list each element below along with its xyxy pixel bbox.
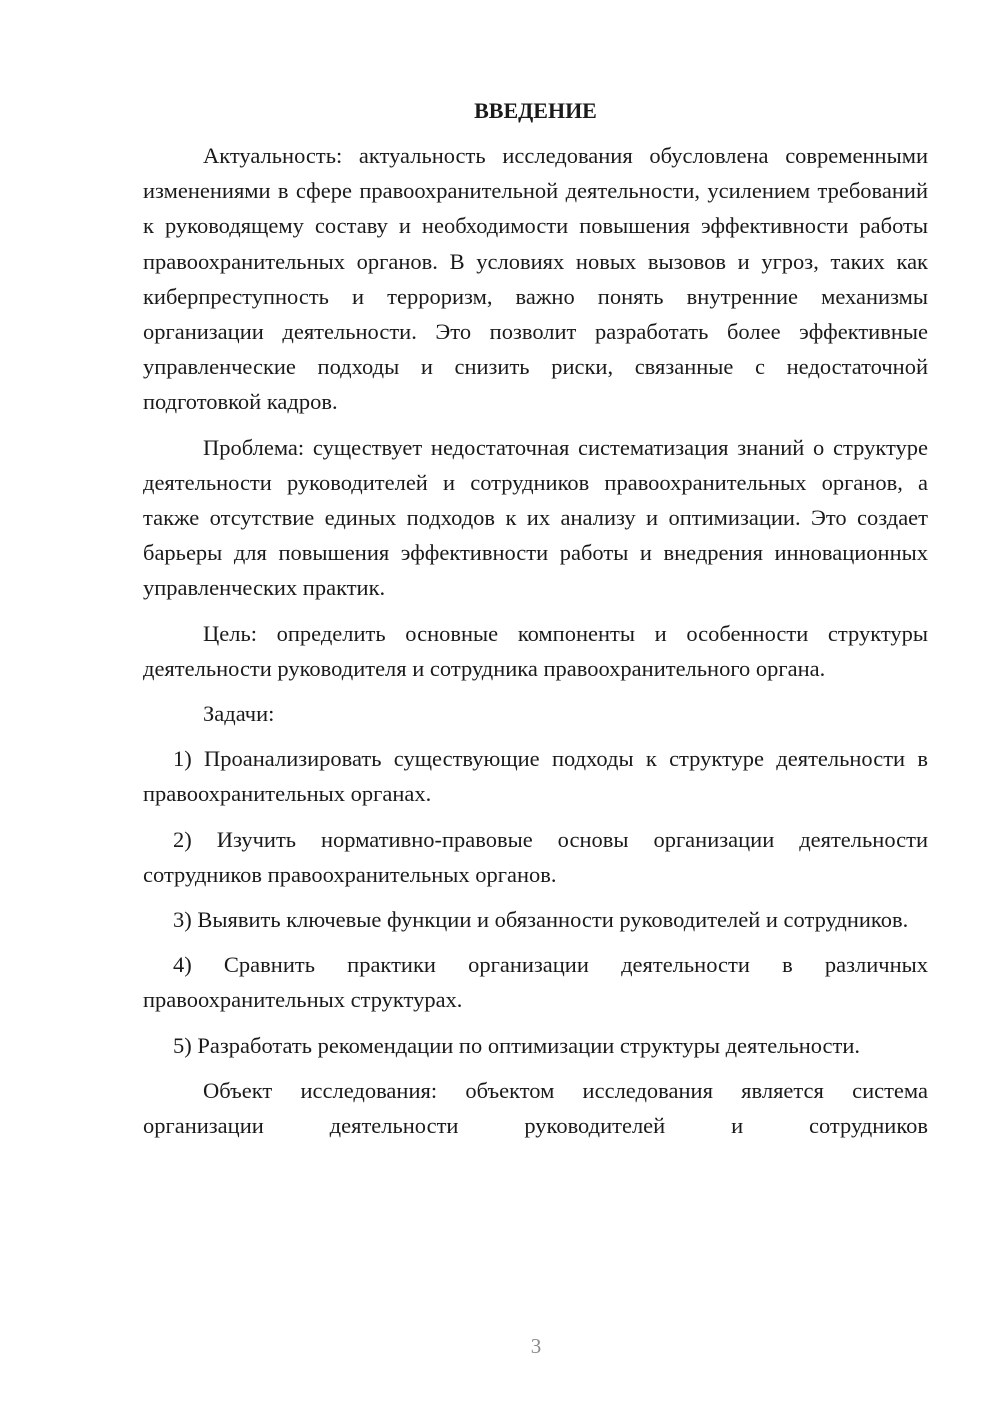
task-item: 3) Выявить ключевые функции и обязанности руководителей и сотрудников. bbox=[173, 907, 909, 933]
task-item: 5) Разработать рекомендации по оптимизации структуры деятельности. bbox=[173, 1032, 861, 1058]
goal-paragraph: Цель: определить основные компоненты и особенности структуры деятельности руководителя и сотрудника правоохранительного органа. bbox=[143, 620, 928, 681]
page-content bbox=[143, 96, 928, 1143]
object-paragraph: Объект исследования: объектом исследования является система организации деятельности руководителей и сотрудников bbox=[143, 1077, 928, 1139]
section-title: ВВЕДЕНИЕ bbox=[474, 98, 597, 123]
task-item: 1) Проанализировать существующие подходы к структуре деятельности в правоохранительных органах. bbox=[143, 746, 928, 807]
relevance-paragraph: Актуальность: актуальность исследования обусловлена современными изменениями в сфере правоохранительной деятельности, усилением требований к руководящему составу и необходимости повышения эффективности работы правоохранительных органов. В условиях новых вызовов и угроз, таких как киберпреступность и терроризм, важно понять внутренние механизмы организации деятельности. Это позволит разработать более эффективные управленческие подходы и снизить риски, связанные с недостаточной подготовкой кадров. bbox=[143, 143, 928, 415]
problem-paragraph: Проблема: существует недостаточная систематизация знаний о структуре деятельности руководителей и сотрудников правоохранительных органов, а также отсутствие единых подходов к их анализу и оптимизации. Это создает барьеры для повышения эффективности работы и внедрения инновационных управленческих практик. bbox=[143, 434, 928, 601]
tasks-label: Задачи: bbox=[203, 701, 275, 727]
task-item: 4) Сравнить практики организации деятельности в различных правоохранительных структурах. bbox=[143, 952, 928, 1013]
page-number: 3 bbox=[530, 1334, 542, 1358]
task-item: 2) Изучить нормативно-правовые основы организации деятельности сотрудников правоохранительных органов. bbox=[143, 826, 928, 887]
